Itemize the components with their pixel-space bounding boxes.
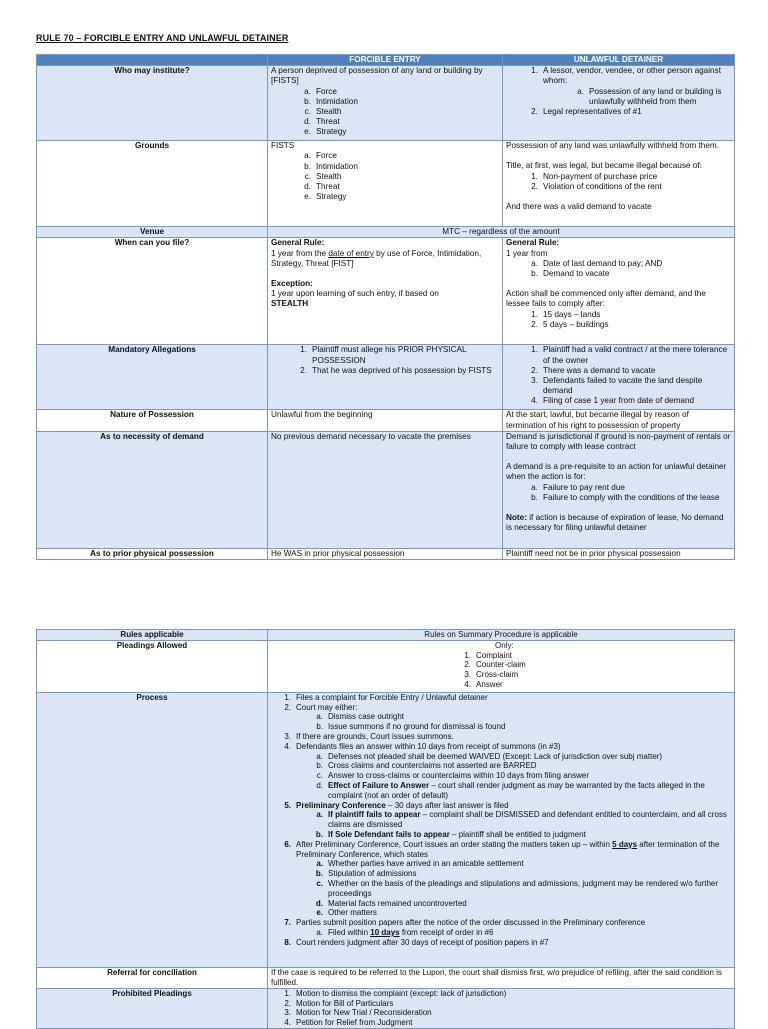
- list-item: e. Other matters: [316, 908, 377, 918]
- list-item: 2. There was a demand to vacate: [531, 365, 656, 375]
- when-ud-rule-heading: General Rule:: [506, 238, 560, 248]
- process-sublist: [271, 859, 731, 918]
- process-step: 5. Preliminary Conference – 30 days after last answer is filed: [284, 800, 509, 810]
- list-item: a. Dismiss case outright: [316, 712, 405, 722]
- header-blank: [37, 55, 268, 66]
- header-unlawful-detainer: UNLAWFUL DETAINER: [503, 55, 735, 66]
- process-list: [271, 693, 731, 713]
- row-label-prohibited: Prohibited Pleadings: [37, 988, 268, 1028]
- list-item: a. Filed within 10 days from receipt of order in #6: [316, 927, 494, 937]
- list-item: b. Intimidation: [304, 161, 358, 171]
- process-list: [271, 732, 731, 752]
- row-label-prior: As to prior physical possession: [37, 548, 268, 559]
- when-fe-exception-stealth: STEALTH: [271, 299, 309, 309]
- procedure-table: [36, 629, 735, 1029]
- list-item: 3. Defendants failed to vacate the land despite demand: [531, 376, 703, 396]
- header-forcible-entry: FORCIBLE ENTRY: [268, 55, 503, 66]
- process-step: 1. Files a complaint for Forcible Entry / Unlawful detainer: [284, 692, 488, 702]
- grounds-ud-list: [506, 172, 731, 192]
- list-item: 1. Plaintiff must allege his PRIOR PHYSICAL POSSESSION: [300, 345, 467, 365]
- process-list: [271, 801, 731, 811]
- row-label-when: When can you file?: [37, 238, 268, 345]
- list-item: 4. Filing of case 1 year from date of demand: [531, 396, 695, 406]
- who-fe-list: [271, 87, 499, 138]
- list-item: b. Demand to vacate: [531, 269, 610, 279]
- mandatory-ud-list: [506, 345, 731, 406]
- nature-ud: At the start, lawful, but became illegal by reason of termination of his right to possession of property: [503, 410, 735, 431]
- list-item: 1. Non-payment of purchase price: [531, 171, 658, 181]
- row-label-rules: Rules applicable: [37, 630, 268, 641]
- list-item: 2. Violation of conditions of the rent: [531, 181, 662, 191]
- list-item: 1. Motion to dismiss the complaint (except: lack of jurisdiction): [284, 988, 507, 998]
- list-item: d. Threat: [304, 117, 340, 127]
- list-item: b. Stipulation of admissions: [315, 869, 417, 879]
- row-label-process: Process: [37, 692, 268, 967]
- who-ud-cell: [503, 66, 735, 141]
- list-item: c. Answer to cross-claims or counterclaims within 10 days from filing answer: [316, 771, 589, 781]
- list-item: 1. Plaintiff had a valid contract / at the mere tolerance of the owner: [531, 345, 728, 365]
- demand-ud-p1: Demand is jurisdictional if ground is non-payment of rentals or failure to comply with lease contract: [506, 431, 731, 452]
- list-item: d. Material facts remained uncontroverted: [315, 898, 467, 908]
- list-item: a. Force: [304, 86, 337, 96]
- when-fe-exception-text: 1 year upon learning of such entry, if based on: [271, 289, 439, 299]
- process-step: 7. Parties submit position papers after the notice of the order discussed in the Preliminary conference: [284, 918, 646, 928]
- grounds-ud-p2: Title, at first, was legal, but became illegal because of:: [506, 161, 702, 171]
- list-item: d. Threat: [304, 182, 340, 192]
- venue-value: MTC – regardless of the amount: [268, 227, 735, 238]
- list-item: b. Issue summons if no ground for dismissal is found: [316, 722, 506, 732]
- list-item: 2. That he was deprived of his possession by FISTS: [300, 365, 492, 375]
- when-fe-cell: [268, 238, 503, 345]
- who-fe-cell: [268, 66, 503, 141]
- list-item: 4. Answer: [464, 679, 503, 689]
- list-item: 2. 5 days – buildings: [531, 319, 609, 329]
- grounds-ud-cell: [503, 141, 735, 227]
- when-ud-list-2: [506, 310, 731, 330]
- demand-ud-cell: [503, 431, 735, 548]
- list-item: 2. Legal representatives of #1: [531, 107, 642, 117]
- who-ud-list: [506, 66, 731, 86]
- list-item: 2. Counter-claim: [464, 660, 526, 670]
- row-label-venue: Venue: [37, 227, 268, 238]
- list-item: e. Strategy: [304, 127, 347, 137]
- demand-ud-note: Note: if action is because of expiration of lease, No demand is necessary for filing unlawful detainer: [506, 513, 724, 533]
- list-item: 1. A lessor, vendor, vendee, or other person against whom:: [531, 66, 721, 86]
- process-step: 2. Court may either:: [284, 702, 358, 712]
- list-item: b. Cross claims and counterclaims not asserted are BARRED: [316, 761, 537, 771]
- when-ud-p2: Action shall be commenced only after demand, and the lessee fails to comply after:: [506, 289, 706, 309]
- list-item: b. If Sole Defendant fails to appear – plaintiff shall be entitled to judgment: [315, 829, 586, 839]
- demand-ud-list: [506, 483, 731, 503]
- process-list: [271, 918, 731, 928]
- row-label-demand: As to necessity of demand: [37, 431, 268, 548]
- process-step: 6. After Preliminary Conference, Court issues an order stating the matters taken up – within 5 days after termination of the Preliminary Conference, which states: [284, 839, 720, 859]
- when-fe-rule-heading: General Rule:: [271, 238, 325, 248]
- pleadings-cell: [268, 640, 735, 692]
- prior-ud: Plaintiff need not be in prior physical possession: [503, 548, 735, 559]
- who-fe-intro: A person deprived of possession of any land or building by [FISTS]: [271, 66, 483, 86]
- list-item: a. Date of last demand to pay; AND: [531, 258, 663, 268]
- demand-ud-p2: A demand is a pre-requisite to an action for unlawful detainer when the action is for:: [506, 462, 727, 482]
- pleadings-intro: Only:: [495, 640, 514, 650]
- process-step: 3. If there are grounds, Court issues summons.: [284, 731, 454, 741]
- process-step: 8. Court renders judgment after 30 days of receipt of position papers in #7: [284, 937, 549, 947]
- when-ud-cell: [503, 238, 735, 345]
- process-sublist: [271, 810, 731, 839]
- list-item: c. Stealth: [304, 107, 342, 117]
- list-item: 1. 15 days – lands: [531, 309, 601, 319]
- list-item: a. Whether parties have arrived in an amicable settlement: [316, 859, 524, 869]
- process-list: [271, 840, 731, 860]
- list-item: a. Defenses not pleaded shall be deemed WAIVED (Except: Lack of jurisdiction over subj matter): [316, 751, 663, 761]
- process-sublist: [271, 712, 731, 732]
- grounds-ud-p1: Possession of any land was unlawfully withheld from them.: [506, 141, 719, 151]
- process-cell: [268, 692, 735, 967]
- demand-fe: No previous demand necessary to vacate the premises: [268, 431, 503, 548]
- row-label-referral: Referral for conciliation: [37, 967, 268, 988]
- list-item: e. Strategy: [304, 192, 347, 202]
- list-item: b. Failure to comply with the conditions of the lease: [531, 492, 720, 502]
- process-step: 4. Defendants files an answer within 10 days from receipt of summons (in #3): [284, 741, 561, 751]
- when-ud-rule-text: 1 year from: [506, 248, 548, 258]
- list-item: 2. Motion for Bill of Particulars: [284, 998, 394, 1008]
- mandatory-fe-list: [271, 345, 499, 376]
- list-item: a. Force: [304, 151, 337, 161]
- list-item: b. Intimidation: [304, 96, 358, 106]
- list-item: 4. Petition for Relief from Judgment: [284, 1018, 413, 1028]
- list-item: d. Effect of Failure to Answer – court shall render judgment as may be warranted by the facts alleged in the complaint (not an order of default): [316, 780, 705, 800]
- list-item: 1. Complaint: [464, 650, 513, 660]
- who-ud-list-2: [506, 107, 731, 117]
- grounds-ud-p3: And there was a valid demand to vacate: [506, 202, 652, 212]
- list-item: 3. Motion for New Trial / Reconsideration: [284, 1008, 432, 1018]
- list-item: 3. Cross-claim: [464, 670, 519, 680]
- prior-fe: He WAS in prior physical possession: [268, 548, 503, 559]
- list-item: c. Stealth: [304, 171, 342, 181]
- row-label-who: Who may institute?: [37, 66, 268, 141]
- prohibited-list: [271, 989, 731, 1028]
- when-ud-list: [506, 259, 731, 279]
- when-fe-exception-heading: Exception:: [271, 279, 313, 289]
- rules-value: Rules on Summary Procedure is applicable: [268, 630, 735, 641]
- list-item: a. If plaintiff fails to appear – complaint shall be DISMISSED and defendant entitled to counterclaim, and all cross claims are dismissed: [316, 810, 727, 830]
- process-sublist: [271, 928, 731, 938]
- grounds-fe-cell: [268, 141, 503, 227]
- row-label-nature: Nature of Possession: [37, 410, 268, 431]
- list-item: a. Failure to pay rent due: [531, 482, 625, 492]
- row-label-mandatory: Mandatory Allegations: [37, 345, 268, 410]
- row-label-grounds: Grounds: [37, 141, 268, 227]
- mandatory-fe-cell: [268, 345, 503, 410]
- prohibited-cell: [268, 988, 735, 1028]
- grounds-fe-intro: FISTS: [271, 141, 295, 151]
- list-item: a. Possession of any land or building is unlawfully withheld from them: [577, 86, 722, 106]
- mandatory-ud-cell: [503, 345, 735, 410]
- comparison-table: [36, 54, 735, 560]
- nature-fe: Unlawful from the beginning: [268, 410, 503, 431]
- process-sublist: [271, 752, 731, 801]
- pleadings-list: [451, 651, 601, 690]
- list-item: c. Whether on the basis of the pleadings and stipulations and admissions, judgment may be rendered w/o further proceedings: [316, 878, 719, 898]
- page-title: RULE 70 – FORCIBLE ENTRY AND UNLAWFUL DETAINER: [36, 33, 289, 43]
- when-fe-rule: 1 year from the date of entry by use of Force, Intimidation, Strategy, Threat [FIST]: [271, 248, 482, 268]
- grounds-fe-list: [271, 151, 499, 202]
- who-ud-sublist: [506, 87, 731, 107]
- referral-value: If the case is required to be referred to the Lupon, the court shall dismiss first, w/o prejudice of refiling, after the said condition is fulfilled.: [268, 967, 735, 988]
- process-list: [271, 938, 731, 948]
- row-label-pleadings: Pleadings Allowed: [37, 640, 268, 692]
